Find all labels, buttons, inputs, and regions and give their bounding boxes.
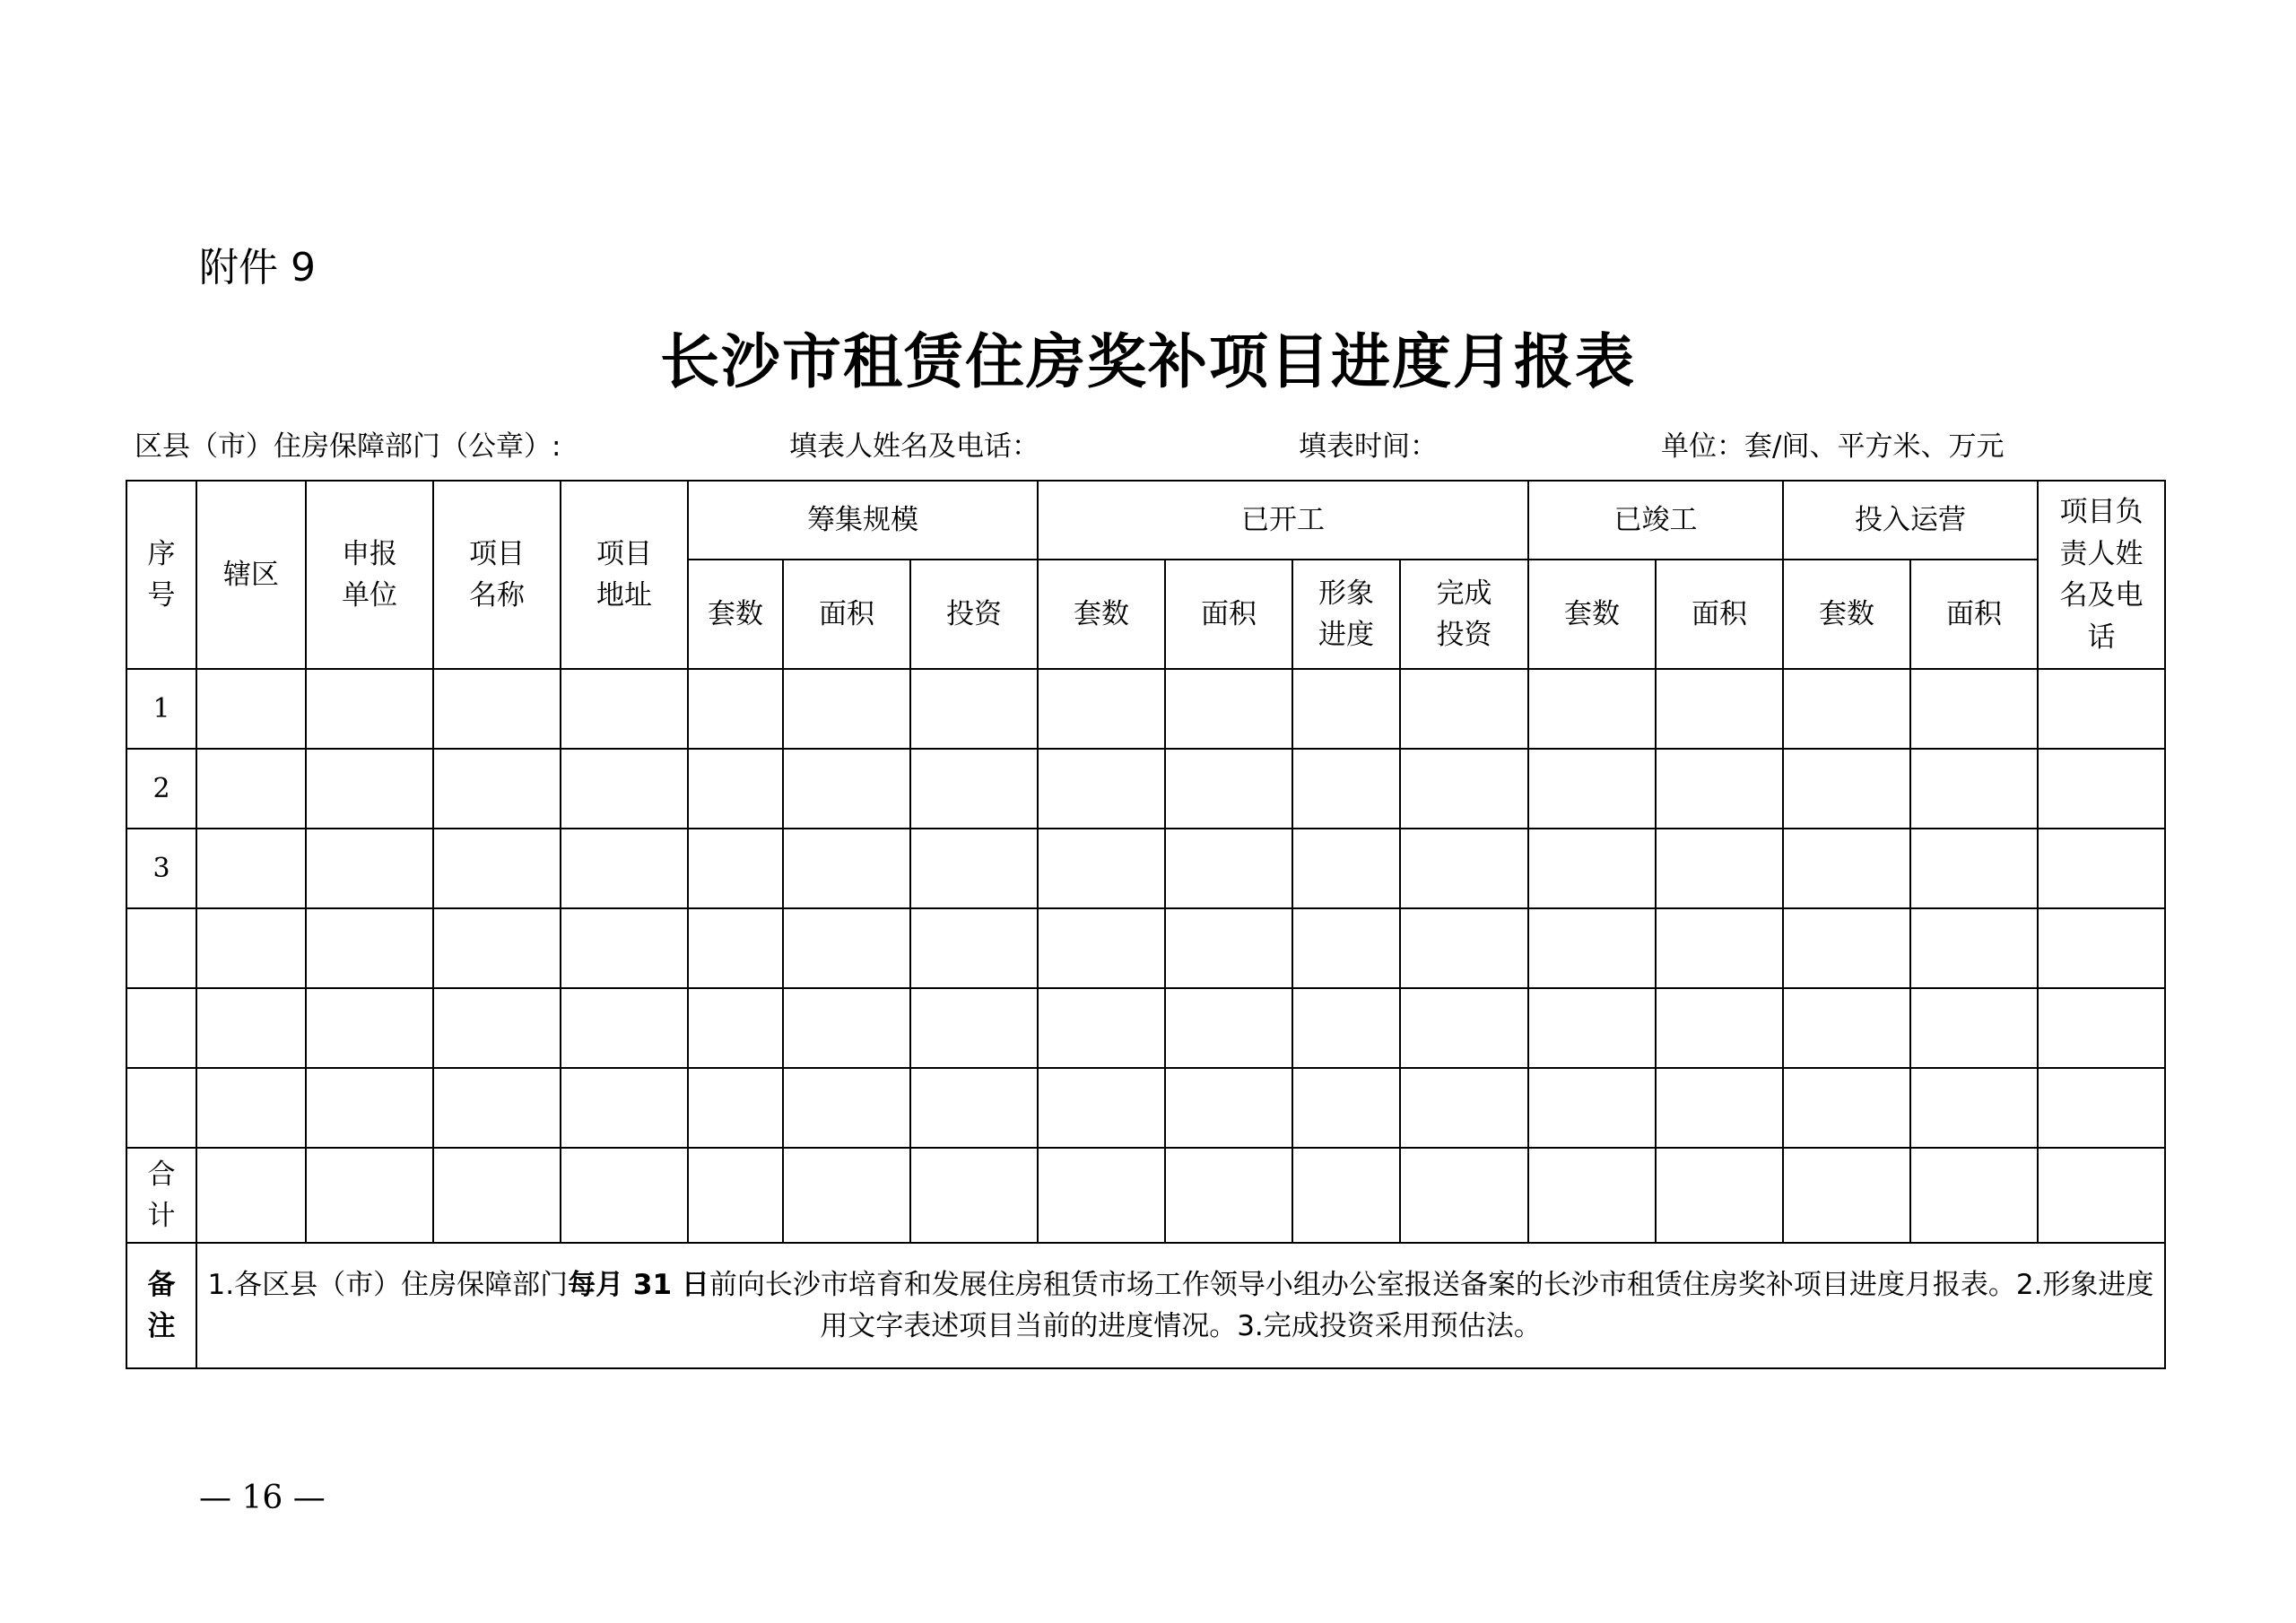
table-cell <box>1165 749 1292 829</box>
table-cell <box>1656 669 1783 749</box>
table-cell <box>1292 749 1400 829</box>
header-operation-sets: 套数 <box>1783 560 1910 669</box>
table-cell <box>306 908 433 988</box>
table-cell <box>1656 749 1783 829</box>
table-row <box>126 908 2165 988</box>
table-cell <box>1038 988 1165 1068</box>
table-cell <box>1656 988 1783 1068</box>
table-cell <box>1165 829 1292 908</box>
table-cell <box>688 749 783 829</box>
table-cell <box>1528 749 1656 829</box>
table-cell <box>433 908 561 988</box>
table-cell <box>1400 1068 1528 1148</box>
table-cell <box>1910 1068 2038 1148</box>
row-number: 1 <box>126 669 196 749</box>
table-cell <box>1528 908 1656 988</box>
attachment-label: 附件 9 <box>199 245 316 291</box>
table-cell <box>1783 669 1910 749</box>
table-cell <box>2038 908 2165 988</box>
header-project-address: 项目 地址 <box>561 481 688 669</box>
table-cell <box>1400 908 1528 988</box>
header-started-area: 面积 <box>1165 560 1292 669</box>
header-raise-scale: 筹集规模 <box>688 481 1038 560</box>
table-cell <box>1292 669 1400 749</box>
table-cell <box>2038 988 2165 1068</box>
page-title: 长沙市租赁住房奖补项目进度月报表 <box>660 326 1636 396</box>
table-cell <box>2038 749 2165 829</box>
header-district: 辖区 <box>196 481 306 669</box>
header-applicant: 申报 单位 <box>306 481 433 669</box>
table-cell <box>688 669 783 749</box>
table-cell <box>561 1068 688 1148</box>
table-cell <box>1165 669 1292 749</box>
table-cell <box>1400 988 1528 1068</box>
row-number <box>126 1068 196 1148</box>
table-row <box>126 988 2165 1068</box>
table-cell <box>1038 908 1165 988</box>
table-cell <box>196 908 306 988</box>
table-cell <box>433 1068 561 1148</box>
table-cell <box>688 988 783 1068</box>
table-cell <box>1400 669 1528 749</box>
table-cell <box>910 988 1038 1068</box>
table-cell <box>1910 908 2038 988</box>
table-cell <box>910 669 1038 749</box>
table-cell <box>1400 749 1528 829</box>
table-cell <box>910 908 1038 988</box>
page-number: — 16 — <box>199 1480 326 1516</box>
table-cell <box>1910 669 2038 749</box>
header-raise-investment: 投资 <box>910 560 1038 669</box>
table-cell <box>1165 1068 1292 1148</box>
table-cell <box>1783 1068 1910 1148</box>
table-cell <box>1038 829 1165 908</box>
header-started-done-investment: 完成 投资 <box>1400 560 1528 669</box>
table-cell <box>1783 908 1910 988</box>
table-cell <box>1528 669 1656 749</box>
table-cell <box>1400 829 1528 908</box>
remark-text: 1.各区县（市）住房保障部门每月 31 日前向长沙市培育和发展住房租赁市场工作领导小组办公室报送备案的长沙市租赁住房奖补项目进度月报表。2.形象进度用文字表述项目当前的进度情况。3.完成投资采用预估法。 <box>196 1243 2165 1368</box>
table-cell <box>1783 749 1910 829</box>
table-cell <box>306 1068 433 1148</box>
table-cell <box>561 908 688 988</box>
header-completed-sets: 套数 <box>1528 560 1656 669</box>
table-cell <box>2038 829 2165 908</box>
header-raise-sets: 套数 <box>688 560 783 669</box>
meta-dept: 区县（市）住房保障部门（公章）: <box>135 430 561 463</box>
table-cell <box>433 988 561 1068</box>
table-cell <box>783 1068 910 1148</box>
table-cell <box>306 988 433 1068</box>
header-completed: 已竣工 <box>1528 481 1783 560</box>
header-project-name: 项目 名称 <box>433 481 561 669</box>
table-cell <box>1165 908 1292 988</box>
header-seq: 序 号 <box>126 481 196 669</box>
table-cell <box>1038 669 1165 749</box>
header-raise-area: 面积 <box>783 560 910 669</box>
table-cell <box>561 988 688 1068</box>
table-cell <box>783 908 910 988</box>
header-in-operation: 投入运营 <box>1783 481 2038 560</box>
table-cell <box>1528 988 1656 1068</box>
table-cell <box>1038 1068 1165 1148</box>
table-cell <box>433 829 561 908</box>
table-cell <box>783 669 910 749</box>
table-cell <box>1528 829 1656 908</box>
table-cell <box>1910 749 2038 829</box>
table-cell <box>783 829 910 908</box>
progress-report-table <box>126 480 2166 1369</box>
table-cell <box>1783 829 1910 908</box>
table-cell <box>196 749 306 829</box>
table-cell <box>561 749 688 829</box>
header-started-progress: 形象 进度 <box>1292 560 1400 669</box>
table-cell <box>1656 1068 1783 1148</box>
table-cell <box>1656 829 1783 908</box>
table-row <box>126 669 2165 749</box>
table-cell <box>1038 749 1165 829</box>
table-cell <box>306 669 433 749</box>
table-cell <box>688 829 783 908</box>
remark-row <box>126 1243 2165 1368</box>
total-row <box>126 1148 2165 1243</box>
table-cell <box>688 908 783 988</box>
table-cell <box>196 829 306 908</box>
table-cell <box>910 829 1038 908</box>
table-cell <box>1292 988 1400 1068</box>
table-cell <box>561 669 688 749</box>
total-label: 合 计 <box>126 1148 196 1243</box>
table-row <box>126 1068 2165 1148</box>
meta-filler: 填表人姓名及电话： <box>789 430 1039 463</box>
table-cell <box>910 749 1038 829</box>
header-started-sets: 套数 <box>1038 560 1165 669</box>
table-cell <box>1783 988 1910 1068</box>
table-cell <box>783 749 910 829</box>
table-cell <box>1292 908 1400 988</box>
row-number: 3 <box>126 829 196 908</box>
table-row <box>126 829 2165 908</box>
table-cell <box>196 988 306 1068</box>
table-cell <box>433 749 561 829</box>
table-cell <box>196 669 306 749</box>
remark-label: 备 注 <box>126 1243 196 1368</box>
meta-date: 填表时间： <box>1299 430 1438 463</box>
table-cell <box>561 829 688 908</box>
table-row <box>126 749 2165 829</box>
table-cell <box>306 749 433 829</box>
header-contact: 项目负 责人姓 名及电 话 <box>2038 481 2165 669</box>
table-cell <box>1910 829 2038 908</box>
table-cell <box>1292 829 1400 908</box>
table-cell <box>1910 988 2038 1068</box>
table-cell <box>1165 988 1292 1068</box>
table-cell <box>306 829 433 908</box>
header-completed-area: 面积 <box>1656 560 1783 669</box>
table-cell <box>910 1068 1038 1148</box>
row-number: 2 <box>126 749 196 829</box>
table-cell <box>2038 1068 2165 1148</box>
table-cell <box>783 988 910 1068</box>
table-cell <box>1528 1068 1656 1148</box>
meta-unit: 单位：套/间、平方米、万元 <box>1661 430 2005 463</box>
table-cell <box>433 669 561 749</box>
table-cell <box>196 1068 306 1148</box>
table-cell <box>2038 669 2165 749</box>
table-cell <box>1292 1068 1400 1148</box>
header-operation-area: 面积 <box>1910 560 2038 669</box>
row-number <box>126 988 196 1068</box>
table-cell <box>1656 908 1783 988</box>
row-number <box>126 908 196 988</box>
header-started: 已开工 <box>1038 481 1528 560</box>
table-cell <box>688 1068 783 1148</box>
